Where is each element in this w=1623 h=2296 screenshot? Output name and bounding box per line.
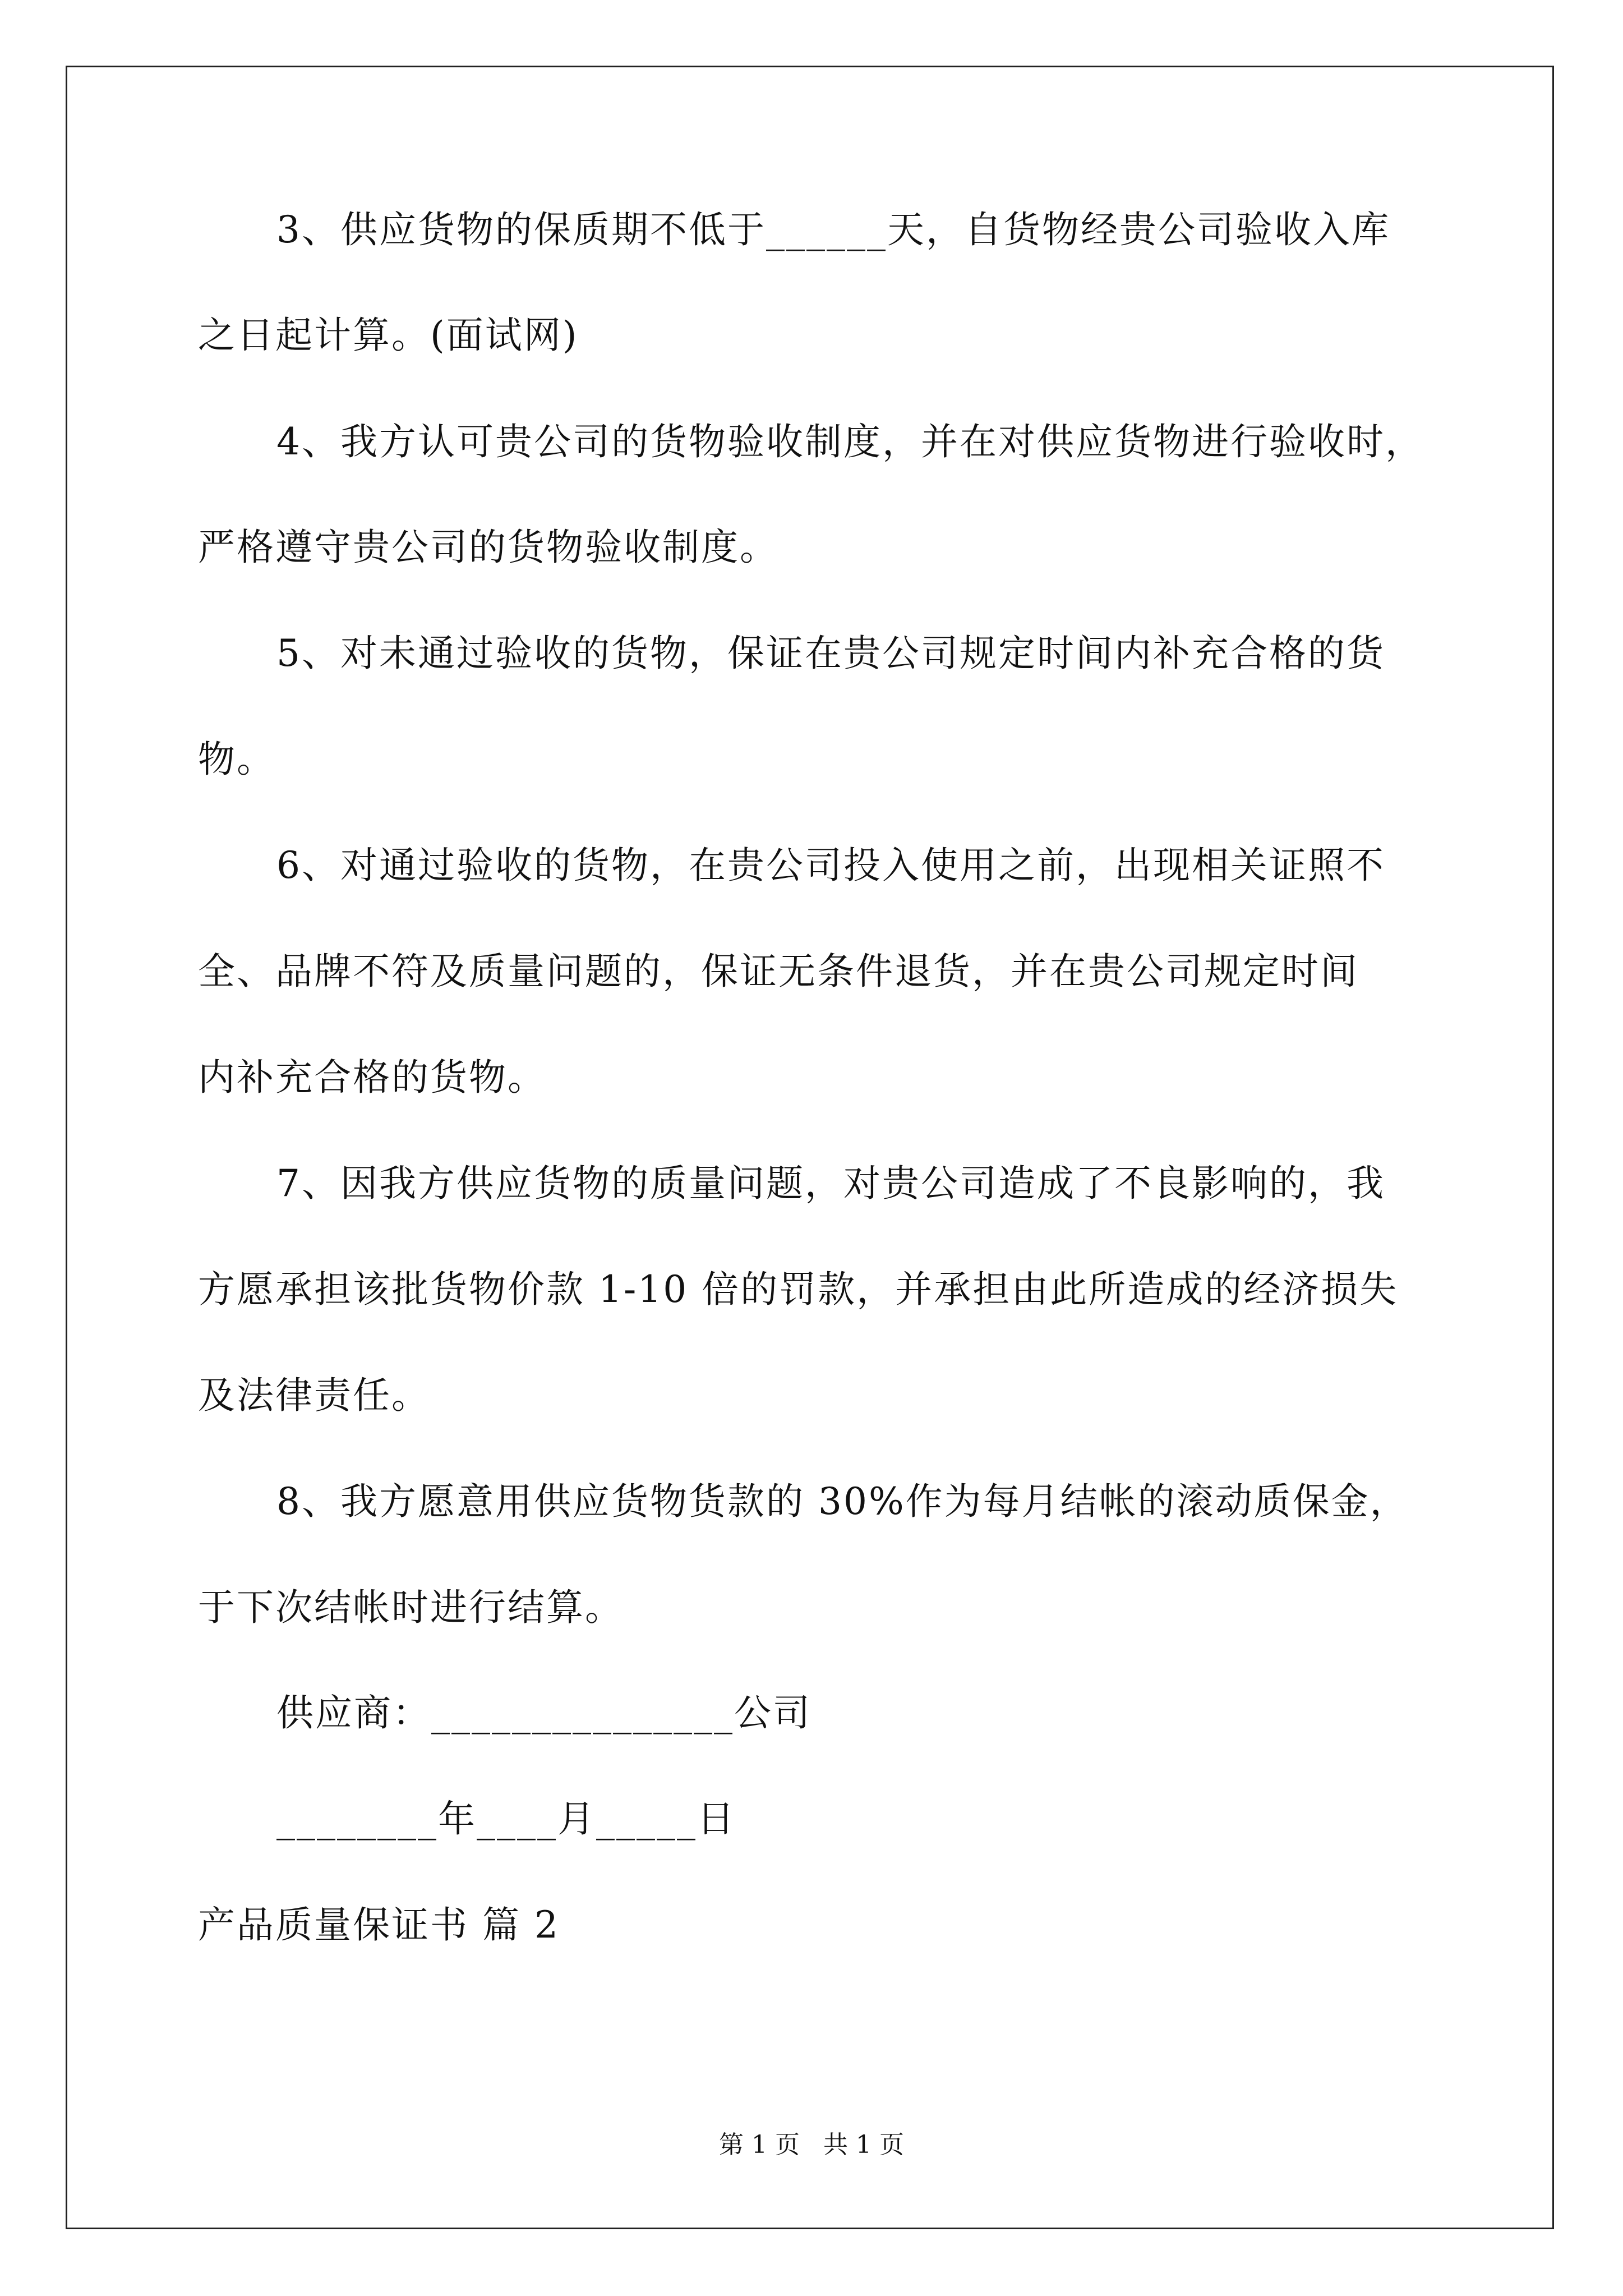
date-line: ________年____月_____日 [276,1797,736,1841]
paragraph-7-line-1: 7、因我方供应货物的质量问题，对贵公司造成了不良影响的，我 [276,1162,1385,1205]
paragraph-8-line-1: 8、我方愿意用供应货物货款的 30%作为每月结帐的滚动质保金， [276,1480,1409,1523]
paragraph-7-line-3: 及法律责任。 [198,1374,430,1417]
paragraph-7-line-2: 方愿承担该批货物价款 1-10 倍的罚款，并承担由此所造成的经济损失 [198,1268,1399,1311]
paragraph-6-line-3: 内补充合格的货物。 [198,1056,546,1099]
paragraph-8-line-2: 于下次结帐时进行结算。 [198,1586,624,1629]
paragraph-4-line-2: 严格遵守贵公司的货物验收制度。 [198,526,778,569]
paragraph-5-line-2: 物。 [198,738,275,781]
supplier-line: 供应商：_______________公司 [276,1691,811,1734]
page-footer: 第 1 页 共 1 页 [719,2131,904,2159]
paragraph-5-line-1: 5、对未通过验收的货物，保证在贵公司规定时间内补充合格的货 [276,632,1385,675]
paragraph-6-line-1: 6、对通过验收的货物，在贵公司投入使用之前，出现相关证照不 [276,844,1385,887]
section-heading: 产品质量保证书 篇 2 [198,1903,560,1947]
paragraph-6-line-2: 全、品牌不符及质量问题的，保证无条件退货，并在贵公司规定时间 [198,950,1359,993]
paragraph-4-line-1: 4、我方认可贵公司的货物验收制度，并在对供应货物进行验收时， [276,420,1424,463]
paragraph-3-line-2: 之日起计算。(面试网) [198,314,579,357]
paragraph-3-line-1: 3、供应货物的保质期不低于______天，自货物经贵公司验收入库 [276,208,1390,251]
